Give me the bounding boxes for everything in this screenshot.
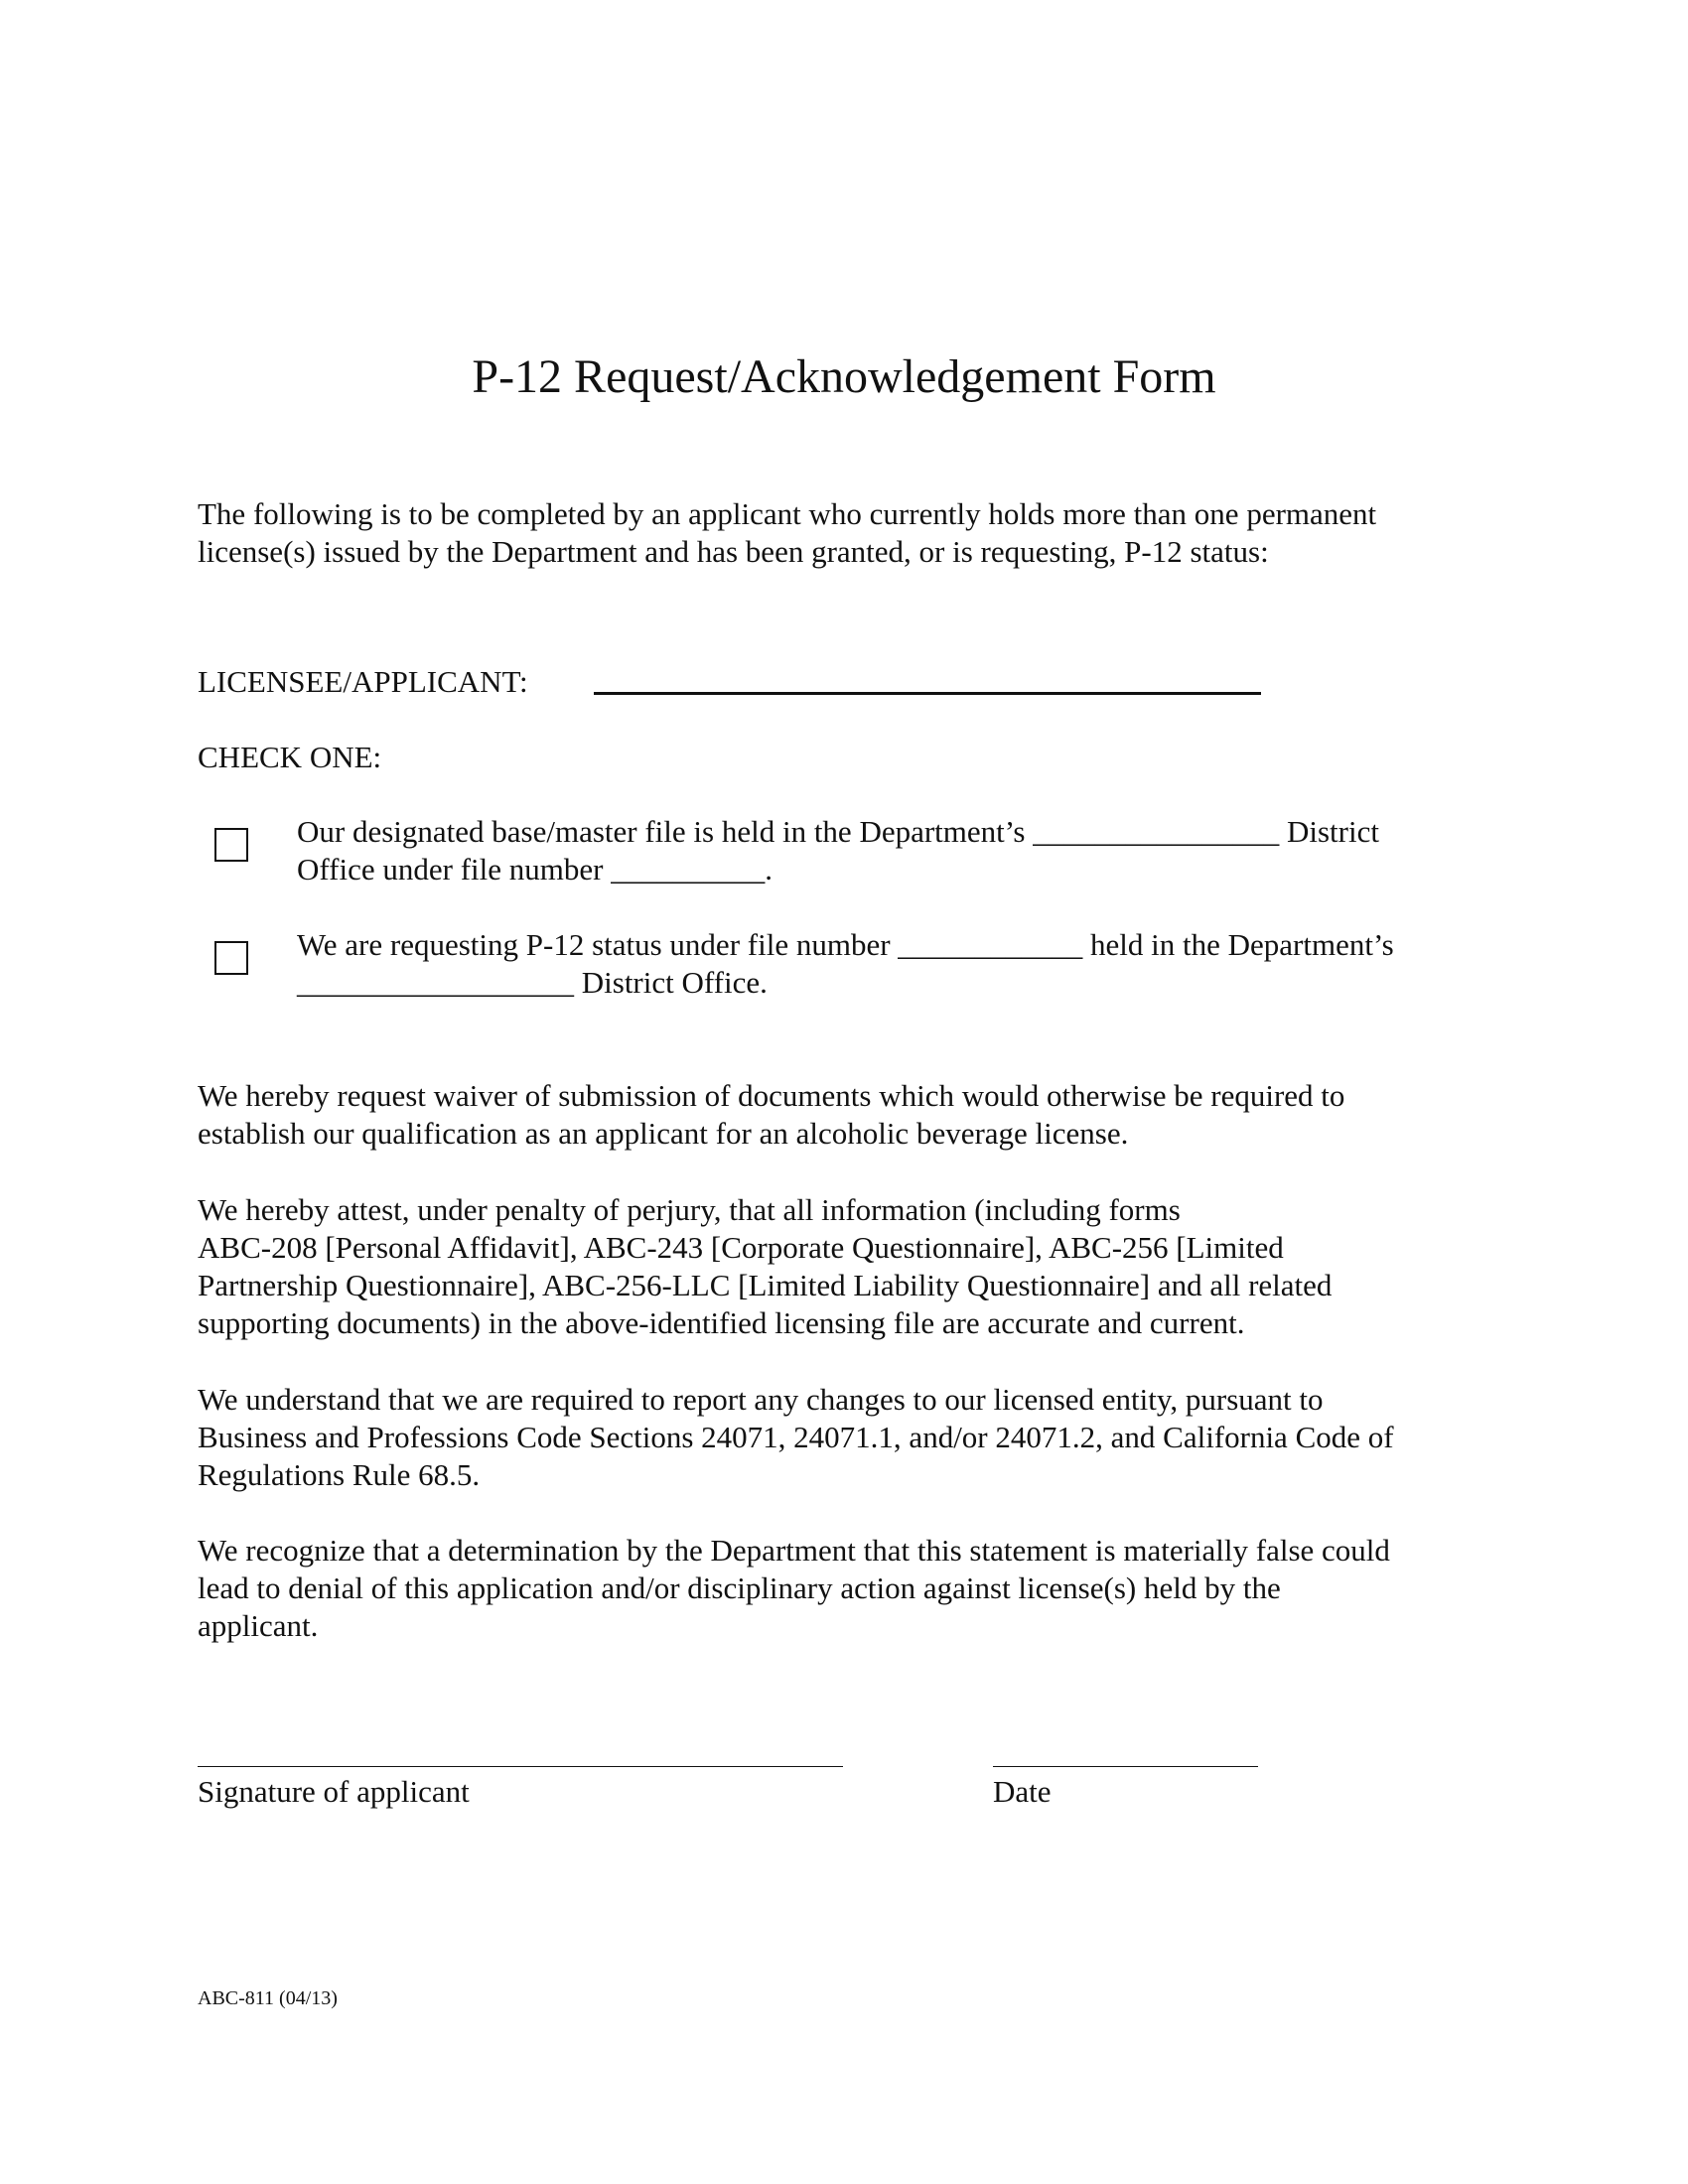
request-p12-status-checkbox[interactable] <box>214 941 248 975</box>
intro-paragraph <box>198 495 1508 571</box>
check-one-label: CHECK ONE: <box>198 740 382 774</box>
paragraph-line: lead to denial of this application and/or disciplinary action against license(s) held by the <box>198 1570 1281 1605</box>
paragraph-line: establish our qualification as an applicant for an alcoholic beverage license. <box>198 1116 1129 1151</box>
paragraph-line: We hereby request waiver of submission of documents which would otherwise be required to <box>198 1078 1345 1113</box>
base-master-file-checkbox[interactable] <box>214 828 248 862</box>
paragraph-line: Partnership Questionnaire], ABC-256-LLC [Limited Liability Questionnaire] and all related <box>198 1268 1333 1302</box>
option-line: We are requesting P-12 status under file number ____________ held in the Department’s <box>297 927 1394 962</box>
form-title: P-12 Request/Acknowledgement Form <box>472 350 1216 403</box>
date-label: Date <box>993 1774 1052 1809</box>
paragraph-line: applicant. <box>198 1608 319 1643</box>
determination-paragraph <box>198 1532 1508 1645</box>
form-code: ABC-811 (04/13) <box>198 1987 338 2009</box>
paragraph-line: Regulations Rule 68.5. <box>198 1457 481 1492</box>
signature-field[interactable] <box>198 1766 843 1767</box>
intro-line: The following is to be completed by an applicant who currently holds more than one permanent <box>198 496 1377 531</box>
paragraph-line: We recognize that a determination by the Department that this statement is materially false could <box>198 1533 1390 1568</box>
paragraph-line: We hereby attest, under penalty of perjury, that all information (including forms <box>198 1192 1181 1227</box>
signature-label: Signature of applicant <box>198 1774 470 1809</box>
option-request-p12-status <box>297 926 1394 1002</box>
attestation-paragraph <box>198 1191 1508 1342</box>
date-field[interactable] <box>993 1766 1258 1767</box>
paragraph-line: ABC-208 [Personal Affidavit], ABC-243 [Corporate Questionnaire], ABC-256 [Limited <box>198 1230 1284 1265</box>
option-line: __________________ District Office. <box>297 965 768 1000</box>
option-base-master-file <box>297 813 1379 888</box>
waiver-paragraph <box>198 1077 1508 1153</box>
option-line: Office under file number __________. <box>297 852 773 887</box>
paragraph-line: We understand that we are required to report any changes to our licensed entity, pursuant to <box>198 1382 1324 1417</box>
licensee-field[interactable] <box>594 692 1261 695</box>
paragraph-line: Business and Professions Code Sections 24071, 24071.1, and/or 24071.2, and California Code of <box>198 1420 1394 1454</box>
licensee-label: LICENSEE/APPLICANT: <box>198 664 528 699</box>
report-changes-paragraph <box>198 1381 1508 1494</box>
option-line: Our designated base/master file is held in the Department’s ________________ District <box>297 814 1379 849</box>
paragraph-line: supporting documents) in the above-identified licensing file are accurate and current. <box>198 1305 1245 1340</box>
intro-line: license(s) issued by the Department and has been granted, or is requesting, P-12 status: <box>198 534 1269 569</box>
